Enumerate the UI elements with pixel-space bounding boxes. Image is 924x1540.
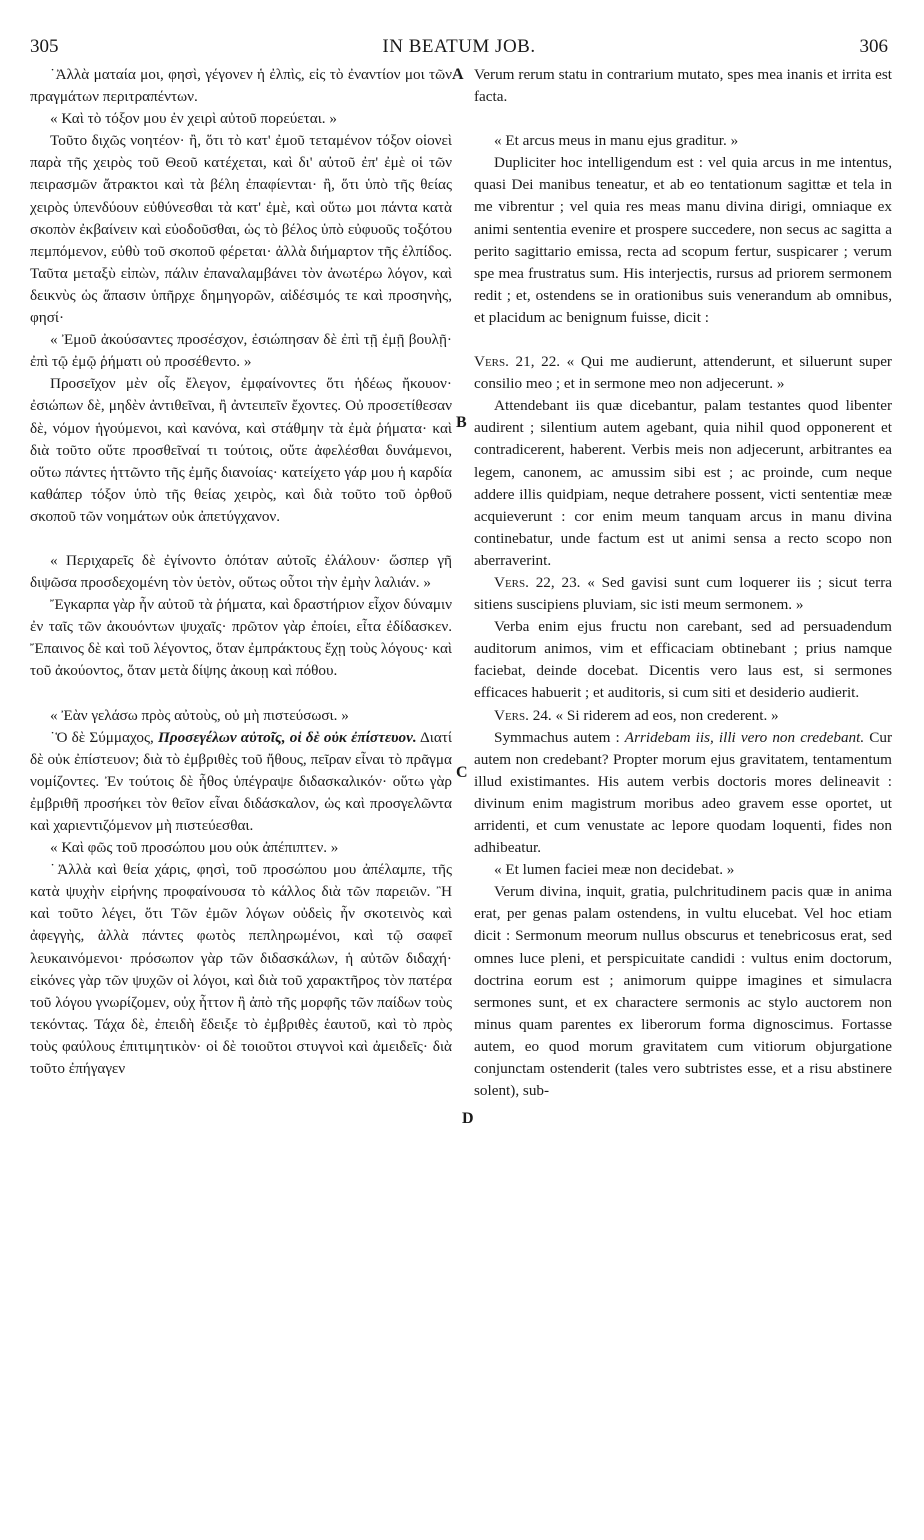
latin-scripture-quote: « Si riderem ad eos, non crederent. » (551, 706, 779, 724)
greek-paragraph: Τοῦτο διχῶς νοητέον· ἢ, ὅτι τὸ κατ' ἐμοῦ τεταμένον τόξον οἱονεὶ παρὰ τῆς χειρὸς τοῦ Θεοῦ κατέχεται, καὶ δι' αὐτοῦ ἐπ' ἐμὲ οἱ τῶν πειρασμῶν ἄτρακτοι καὶ τὰ βέλη ἐπαφίενται· ἢ, ὅτι ὑπὸ τῆς θείας χειρὸς ὑπενδύουν εὐθύνεσθαι τὰ κατ' ἐμὲ, καὶ οὕτω μοι πάντα κατὰ σκοπὸν ἐκβαίνειν καὶ εὐοδοῦσθαι, ὡς τὸ βέλος ὑπὸ εὐφυοῦς τοξότου πεμπόμενον, εὐθὺ τοῦ σκοποῦ φέρεται· ἀλλὰ διήμαρτον τῆς ἐλπίδος. Ταῦτα μεταξὺ εἰπὼν, πάλιν ἐπαναλαμβάνει τὸν ἀνωτέρω λόγον, καὶ δεικνὺς ὡς ἅπασιν ὑπῆρχε δημηγορῶν, αἰδέσιμός τε καὶ προσηνὴς, φησί· (30, 132, 452, 327)
margin-marker-d: D (462, 1110, 474, 1127)
greek-italic-quote: Προσεγέλων αὐτοῖς, οἱ δὲ οὐκ ἐπίστευον. (157, 728, 417, 746)
latin-text: Cur autem non credebant? Propter morum ejus gravitatem, tentamentum illud existimantes. His autem verbis doctoris mores delineavit : divinum enim magistrum moribus adeo gravem esse oportet, ut arridenti, et cum venustate ac lepore quodam loquenti, fides non adhibeatur. (474, 728, 893, 857)
greek-scripture-quote: « Περιχαρεῖς δὲ ἐγίνοντο ὁπόταν αὐτοῖς ἐλάλουν· ὥσπερ γῆ διψῶσα προσδεχομένη τὸν ὑετὸν, οὕτως οὗτοι τὴν ἐμὴν λαλιάν. » (30, 551, 452, 592)
greek-paragraph (30, 727, 452, 837)
greek-scripture-quote: « Καὶ φῶς τοῦ προσώπου μου οὐκ ἀπέπιπτεν. » (50, 839, 339, 857)
latin-paragraph: Verum rerum statu in contrarium mutato, spes mea inanis et irrita est facta. (474, 66, 892, 106)
latin-scripture-quote: « Et arcus meus in manu ejus graditur. » (494, 132, 739, 150)
greek-text: Διατί δὲ οὐκ ἐπίστευον; διὰ τὸ ἐμβριθὲς τοῦ ἤθους, πεῖραν εἶναι τὸ πρᾶγμα νομίζοντες. Ἐν τούτοις δὲ ἦθος ὑπέγραψε διδασκαλικόν· οὕτω γὰρ ἐμβριθῆ προσήκει τὸν θεῖον εἶναι διδάσκαλον, ὡς καὶ προσγελῶντα καὶ χαριεντιζόμενον μὴ πιστεύεσθαι. (30, 728, 452, 834)
latin-scripture-quote: « Qui me audierunt, attenderunt, et siluerunt super consilio meo ; et in sermone meo non adjecerunt. » (474, 353, 892, 393)
margin-marker-b: B (456, 414, 467, 431)
latin-verse-paragraph (474, 572, 892, 616)
greek-paragraph: Ἔγκαρπα γὰρ ἦν αὐτοῦ τὰ ῥήματα, καὶ δραστήριον εἶχον δύναμιν ἐν ταῖς τῶν ἀκουόντων ψυχαῖς· πρῶτον γὰρ ἐποίει, εἶτα ἐδίδασκεν. Ἔπαινος δὲ καὶ τοῦ λέγοντος, ὅταν ἐμπράκτους ἔχῃ τοὺς λόγους· καὶ τοῦ ἀκούοντος, ὅταν μετὰ δίψης ἀκουῃ καὶ πόθου. (30, 596, 452, 680)
latin-column (474, 64, 892, 1102)
spacer (30, 683, 452, 705)
latin-verse-paragraph (474, 705, 892, 727)
latin-paragraph: Verba enim ejus fructu non carebant, sed ad persuadendum auditorum animos, vim et efficaciam obtinebant ; prius namque faciebat, deinde docebat. Dicentis vero laus est, si sermones efficaces habuerit ; et auditoris, si cum siti et desiderio audierit. (474, 618, 892, 702)
margin-marker-c: C (456, 764, 468, 781)
latin-italic-quote: Arridebam iis, illi vero non credebant. (624, 728, 865, 746)
margin-marker-a: A (452, 66, 464, 83)
latin-scripture-quote: « Et lumen faciei meæ non decidebat. » (494, 861, 735, 879)
greek-scripture-quote: « Ἐὰν γελάσω πρὸς αὐτοὺς, οὐ μὴ πιστεύσωσι. » (50, 706, 349, 724)
greek-scripture-quote: « Καὶ τὸ τόξον μου ἐν χειρὶ αὐτοῦ πορεύεται. » (50, 110, 337, 128)
latin-text: Symmachus autem : (494, 728, 625, 746)
verse-ref: Vers. 22, 23. (494, 573, 581, 591)
latin-verse-paragraph (474, 351, 892, 395)
greek-column (30, 64, 452, 1080)
latin-paragraph: Verum divina, inquit, gratia, pulchritudinem pacis quæ in anima erat, per genas palam ostendens, in vultu elucebat. Vel hoc etiam dicit : Sermonum meorum nullus obscurus et tenebricosus erat, sed omnes luce pleni, et perspicuitate candidi : vultus enim doctorum, doctrina eorum est ; animorum quippe imagines et simulacra sermones sunt, et ex charactere sermonis ac stylo auctorem non minus quam parentes ex liberorum forma dignoscimus. Fortasse autem, eo quod morum gravitatem cum vitiorum objurgatione conjunctam ostenderit (tales vero subtristes esse, et a risu abstinere solent), sub- (474, 883, 892, 1100)
verse-ref: Vers. 24. (494, 706, 552, 724)
latin-paragraph: Dupliciter hoc intelligendum est : vel quia arcus in me intentus, quasi Dei manibus teneatur, et ab eo tentationum sagittæ et tela in me vibrentur ; vel quia res meas manu divina dirigi, omniaque ex animi sententia evenire et prospere succedere, non secus ac sagitta a perito sagittario emissa, recta ad scopum fertur, suspicarer ; verum spe mea frustratus sum. His interjectis, rursus ad priorem sermonem redit ; et, ostendens se in orationibus suis venerandum ab omnibus, et placidum ac benignum fuisse, dicit : (474, 154, 892, 326)
spacer (474, 329, 892, 351)
running-header (30, 36, 888, 62)
latin-scripture-quote: « Sed gavisi sunt cum loquerer iis ; sicut terra sitiens suscipiens pluviam, sic isti meum sermonem. » (474, 573, 892, 614)
spacer (474, 108, 892, 130)
page-number-right: 306 (859, 36, 888, 57)
running-title: IN BEATUM JOB. (382, 36, 536, 57)
greek-paragraph: ˙Ἀλλὰ καὶ θεία χάρις, φησὶ, τοῦ προσώπου μου ἀπέλαμπε, τῆς κατὰ ψυχὴν εἰρήνης προφαίνουσα τὸ κάλλος διὰ τῶν παρειῶν. Ἢ καὶ τοῦτο λέγει, ὅτι Τῶν ἐμῶν λόγων οὐδεὶς ἦν σκοτεινὸς καὶ ἀφεγγὴς, ἀλλὰ πάντες φωτὸς πεπληρωμένοι, καὶ τῷ σαφεῖ λευκαινόμενοι· πρόσωπον γὰρ τῶν διδασκάλων, ἡ αὐτῶν διδαχή· εἰκόνες γὰρ τῶν ψυχῶν οἱ λόγοι, καὶ διὰ τοῦ χαρακτῆρος τὸν πατέρα τοῦ λόγου γνωρίζομεν, οὐχ ἧττον ἢ ἀπὸ τῆς μορφῆς τῶν παίδων τοὺς τεκόντας. Τάχα δὲ, ἐπειδὴ ἔδειξε τὸ ἐμβριθὲς ἑαυτοῦ, καὶ τὸ πρὸς τοὺς φαύλους ἐπιτιμητικὸν· οἱ δὲ τοιοῦτοι στυγνοὶ καὶ ἀμειδεῖς· διὰ τοῦτο ἐπήγαγεν (30, 861, 452, 1078)
greek-text: ˙Ὁ δὲ Σύμμαχος, (50, 728, 158, 746)
page-number-left: 305 (30, 36, 59, 57)
greek-paragraph: Προσεῖχον μὲν οἷς ἔλεγον, ἐμφαίνοντες ὅτι ἡδέως ἤκουον· ἐσιώπων δὲ, μηδὲν ἀντιθεῖναι, ἢ ἀντειπεῖν ἔχοντες. Οὐ προσετίθεσαν δὲ, νόμον ἡγούμενοι, καὶ κανόνα, καὶ στάθμην τὰ ἐμὰ ῥήματα· καὶ διὰ τοῦτο οὔτε προσθεῖναί τι τούτοις, οὔτε ἀφελέσθαι δυνάμενοι, οὕτω πάντες ἡττῶντο τῆς ἐμῆς διανοίας· κατείχετο γάρ μου ἡ καρδία καθάπερ τόξον ὑπὸ τῆς θείας χειρὸς, καὶ διὰ τοῦτο τοῦ ὀρθοῦ σκοποῦ τῶν νοημάτων οὐκ ἀπετύγχανον. (30, 375, 452, 525)
latin-paragraph: Attendebant iis quæ dicebantur, palam testantes quod libenter audirent ; silentium autem agebant, quia nihil quod opponerent et contradicerent, haberent. Verbis meis non adjecerunt, arbitrantes ea legem, canonem, ac amussim sibi est ; ac proinde, cum neque addere illis quidpiam, neque detrahere possent, victi sententiæ meæ acquieverunt : cor enim meum tanquam arcus in manu divina continebatur, unde factum est ut animi sensa a recto scopo non aberraverint. (474, 397, 892, 569)
greek-scripture-quote: « Ἐμοῦ ἀκούσαντες προσέσχον, ἐσιώπησαν δὲ ἐπὶ τῇ ἐμῇ βουλῇ· ἐπὶ τῷ ἐμῷ ῥήματι οὐ προσέθεντο. » (30, 331, 452, 371)
spacer (30, 528, 452, 550)
verse-ref: Vers. 21, 22. (474, 353, 561, 371)
latin-paragraph (474, 727, 892, 860)
greek-paragraph: ˙Ἀλλὰ ματαία μοι, φησὶ, γέγονεν ἡ ἐλπὶς, εἰς τὸ ἐναντίον μοι τῶν πραγμάτων περιτραπέντων. (30, 66, 452, 106)
